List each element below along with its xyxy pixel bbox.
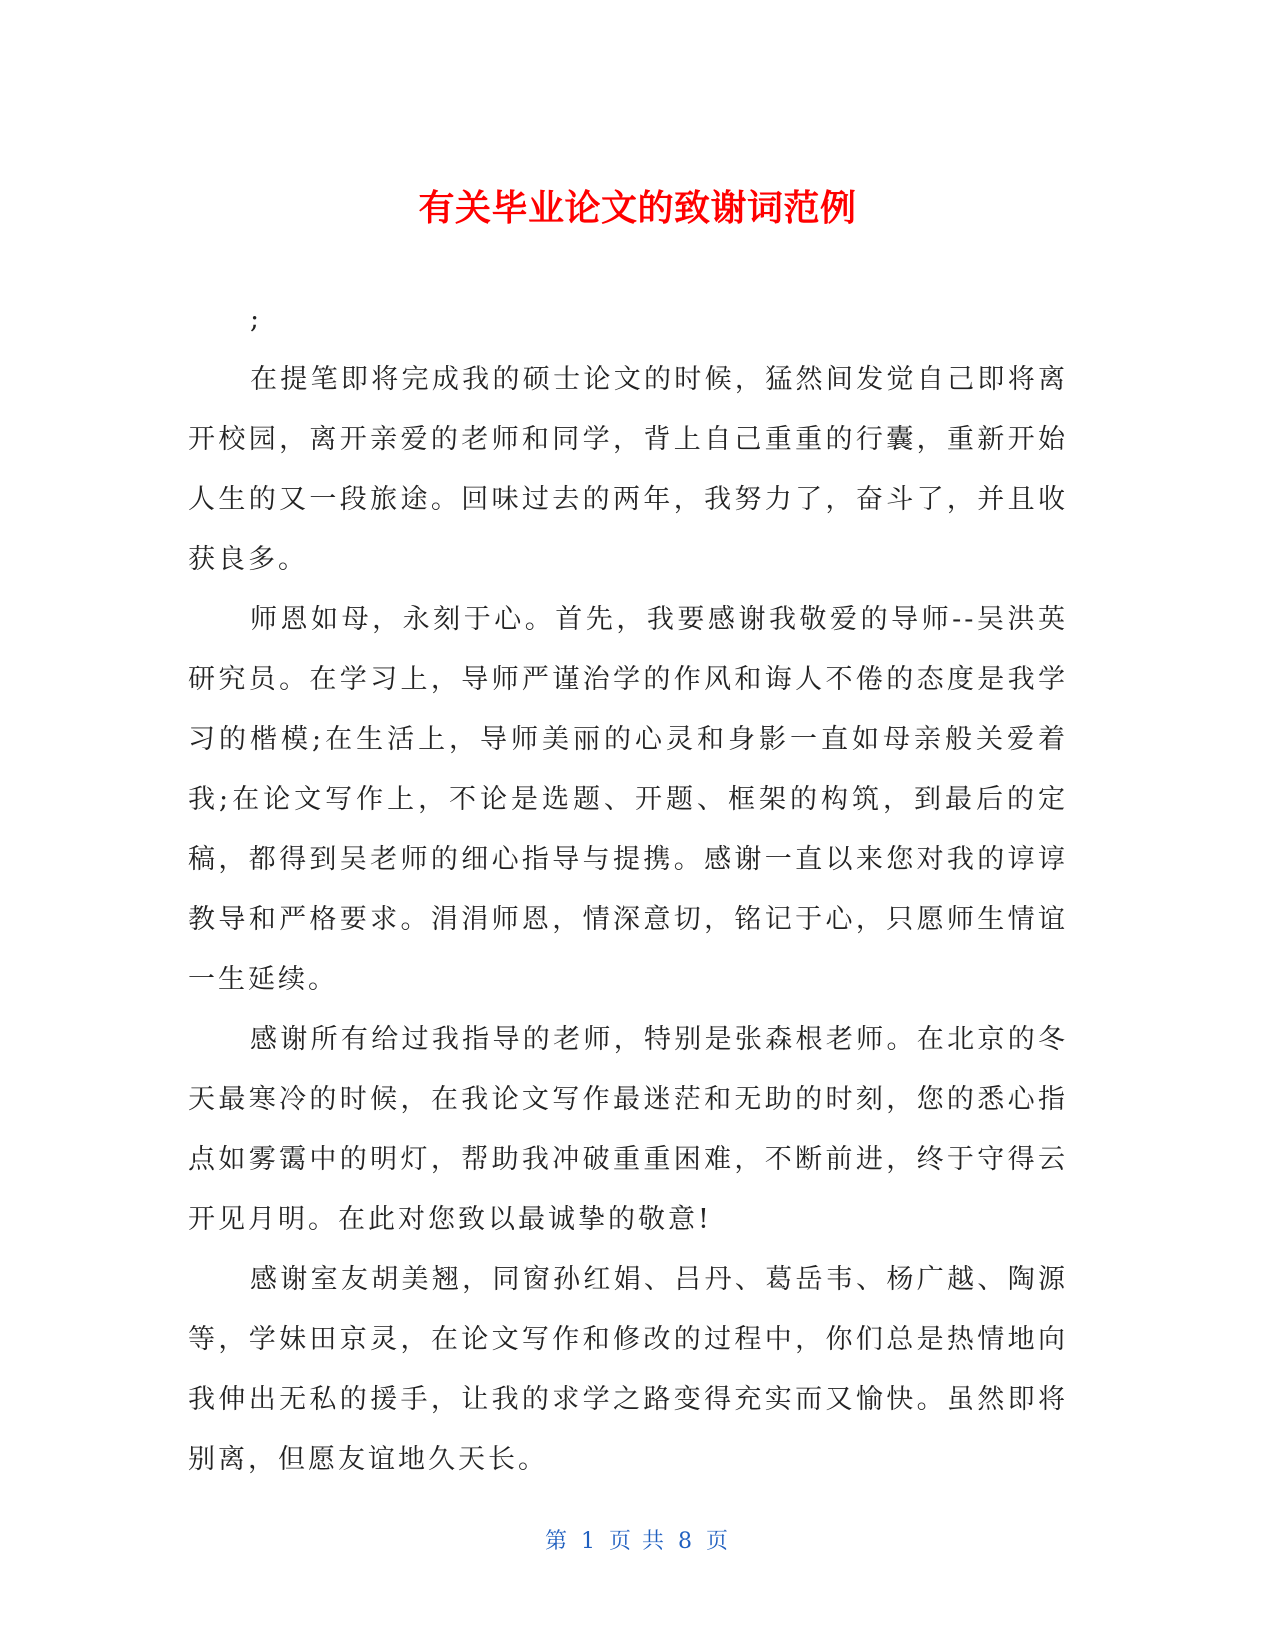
paragraph-1: 在提笔即将完成我的硕士论文的时候，猛然间发觉自己即将离开校园，离开亲爱的老师和同学，背上自己重重的行囊，重新开始人生的又一段旅途。回味过去的两年，我努力了，奋斗了，并且收获良多。: [188, 364, 1068, 575]
semicolon-line: ;: [250, 304, 263, 335]
paragraph-3: 感谢所有给过我指导的老师，特别是张森根老师。在北京的冬天最寒冷的时候，在我论文写作最迷茫和无助的时刻，您的悉心指点如雾霭中的明灯，帮助我冲破重重困难，不断前进，终于守得云开见月明。在此对您致以最诚挚的敬意!: [188, 1024, 1068, 1235]
paragraph-4: 感谢室友胡美翘，同窗孙红娟、吕丹、葛岳韦、杨广越、陶源等，学妹田京灵，在论文写作和修改的过程中，你们总是热情地向我伸出无私的援手，让我的求学之路变得充实而又愉快。虽然即将别离，但愿友谊地久天长。: [188, 1264, 1068, 1475]
footer-prefix: 第: [544, 1529, 569, 1554]
paragraph-2: 师恩如母，永刻于心。首先，我要感谢我敬爱的导师--吴洪英研究员。在学习上，导师严谨治学的作风和诲人不倦的态度是我学习的楷模;在生活上，导师美丽的心灵和身影一直如母亲般关爱着我;在论文写作上，不论是选题、开题、框架的构筑，到最后的定稿，都得到吴老师的细心指导与提携。感谢一直以来您对我的谆谆教导和严格要求。涓涓师恩，情深意切，铭记于心，只愿师生情谊一生延续。: [188, 604, 1068, 995]
footer-total-pages: 8: [678, 1529, 694, 1554]
footer-suffix: 页: [706, 1529, 731, 1554]
page-title: 有关毕业论文的致谢词范例: [418, 188, 857, 230]
document-body: [188, 290, 1068, 1490]
page-footer: [0, 1524, 1275, 1555]
footer-current-page: 1: [581, 1529, 597, 1554]
footer-middle: 页 共: [609, 1529, 666, 1554]
